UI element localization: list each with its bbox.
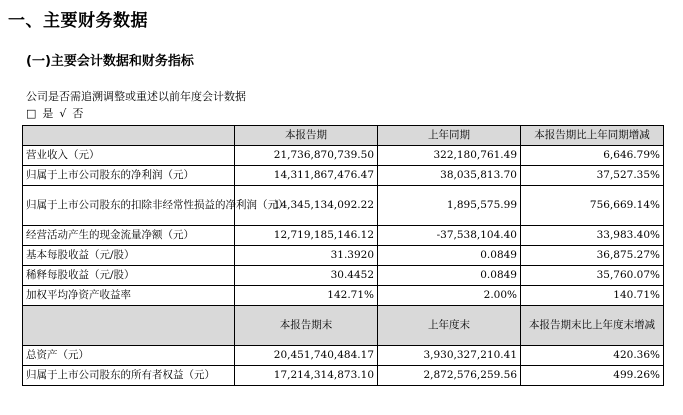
row-label: 营业收入（元）: [23, 146, 235, 166]
header-cell: [23, 126, 235, 146]
table-cell: 499.26%: [521, 366, 664, 386]
table-cell: 33,983.40%: [521, 226, 664, 246]
row-label: 归属于上市公司股东的所有者权益（元）: [23, 366, 235, 386]
table-cell: 37,527.35%: [521, 166, 664, 186]
row-label: 基本每股收益（元/股）: [23, 246, 235, 266]
row-label: 稀释每股收益（元/股）: [23, 266, 235, 286]
table-cell: 35,760.07%: [521, 266, 664, 286]
table-row: [23, 226, 664, 246]
table-cell: 0.0849: [378, 266, 521, 286]
table-cell: 322,180,761.49: [378, 146, 521, 166]
table-header-row: [23, 126, 664, 146]
header-cell: 本报告期: [235, 126, 378, 146]
table-row: [23, 246, 664, 266]
table-cell: 20,451,740,484.17: [235, 346, 378, 366]
table-row: [23, 146, 664, 166]
answer-yes-label: 是: [42, 107, 54, 120]
row-label: 归属于上市公司股东的扣除非经常性损益的净利润（元）: [23, 186, 235, 226]
row-label: 经营活动产生的现金流量净额（元）: [23, 226, 235, 246]
table-header-row: [23, 306, 664, 346]
table-cell: 30.4452: [235, 266, 378, 286]
table-row: [23, 266, 664, 286]
header-cell: 上年度末: [378, 306, 521, 346]
table-row: [23, 366, 664, 386]
section-heading: 一、主要财务数据: [8, 11, 148, 31]
header-cell: [23, 306, 235, 346]
table-cell: 0.0849: [378, 246, 521, 266]
header-cell: 本报告期末: [235, 306, 378, 346]
header-cell: 上年同期: [378, 126, 521, 146]
row-label: 加权平均净资产收益率: [23, 286, 235, 306]
financial-indicators-table: [22, 125, 664, 386]
table-row: [23, 166, 664, 186]
table-cell: 140.71%: [521, 286, 664, 306]
table-cell: 14,345,134,092.22: [235, 186, 378, 226]
table-cell: 2,872,576,259.56: [378, 366, 521, 386]
table-cell: -37,538,104.40: [378, 226, 521, 246]
header-cell: 本报告期末比上年度末增减: [521, 306, 664, 346]
row-label: 归属于上市公司股东的净利润（元）: [23, 166, 235, 186]
answer-no-label: 否: [72, 107, 84, 120]
subsection-heading: (一)主要会计数据和财务指标: [26, 54, 194, 69]
table-cell: 36,875.27%: [521, 246, 664, 266]
table-cell: 12,719,185,146.12: [235, 226, 378, 246]
table-row: [23, 286, 664, 306]
table-cell: 142.71%: [235, 286, 378, 306]
table-cell: 31.3920: [235, 246, 378, 266]
check-mark-icon: √: [59, 107, 67, 120]
table-cell: 1,895,575.99: [378, 186, 521, 226]
table-cell: 21,736,870,739.50: [235, 146, 378, 166]
table-cell: 3,930,327,210.41: [378, 346, 521, 366]
restatement-answer: [26, 105, 89, 121]
table-cell: 420.36%: [521, 346, 664, 366]
table-row: [23, 346, 664, 366]
checkbox-icon: □: [26, 107, 37, 120]
table-cell: 14,311,867,476.47: [235, 166, 378, 186]
header-cell: 本报告期比上年同期增减: [521, 126, 664, 146]
table-cell: 17,214,314,873.10: [235, 366, 378, 386]
table-cell: 6,646.79%: [521, 146, 664, 166]
table-cell: 2.00%: [378, 286, 521, 306]
table-cell: 38,035,813.70: [378, 166, 521, 186]
restatement-question: 公司是否需追溯调整或重述以前年度会计数据: [26, 90, 246, 103]
table-row: [23, 186, 664, 226]
table-cell: 756,669.14%: [521, 186, 664, 226]
row-label: 总资产（元）: [23, 346, 235, 366]
